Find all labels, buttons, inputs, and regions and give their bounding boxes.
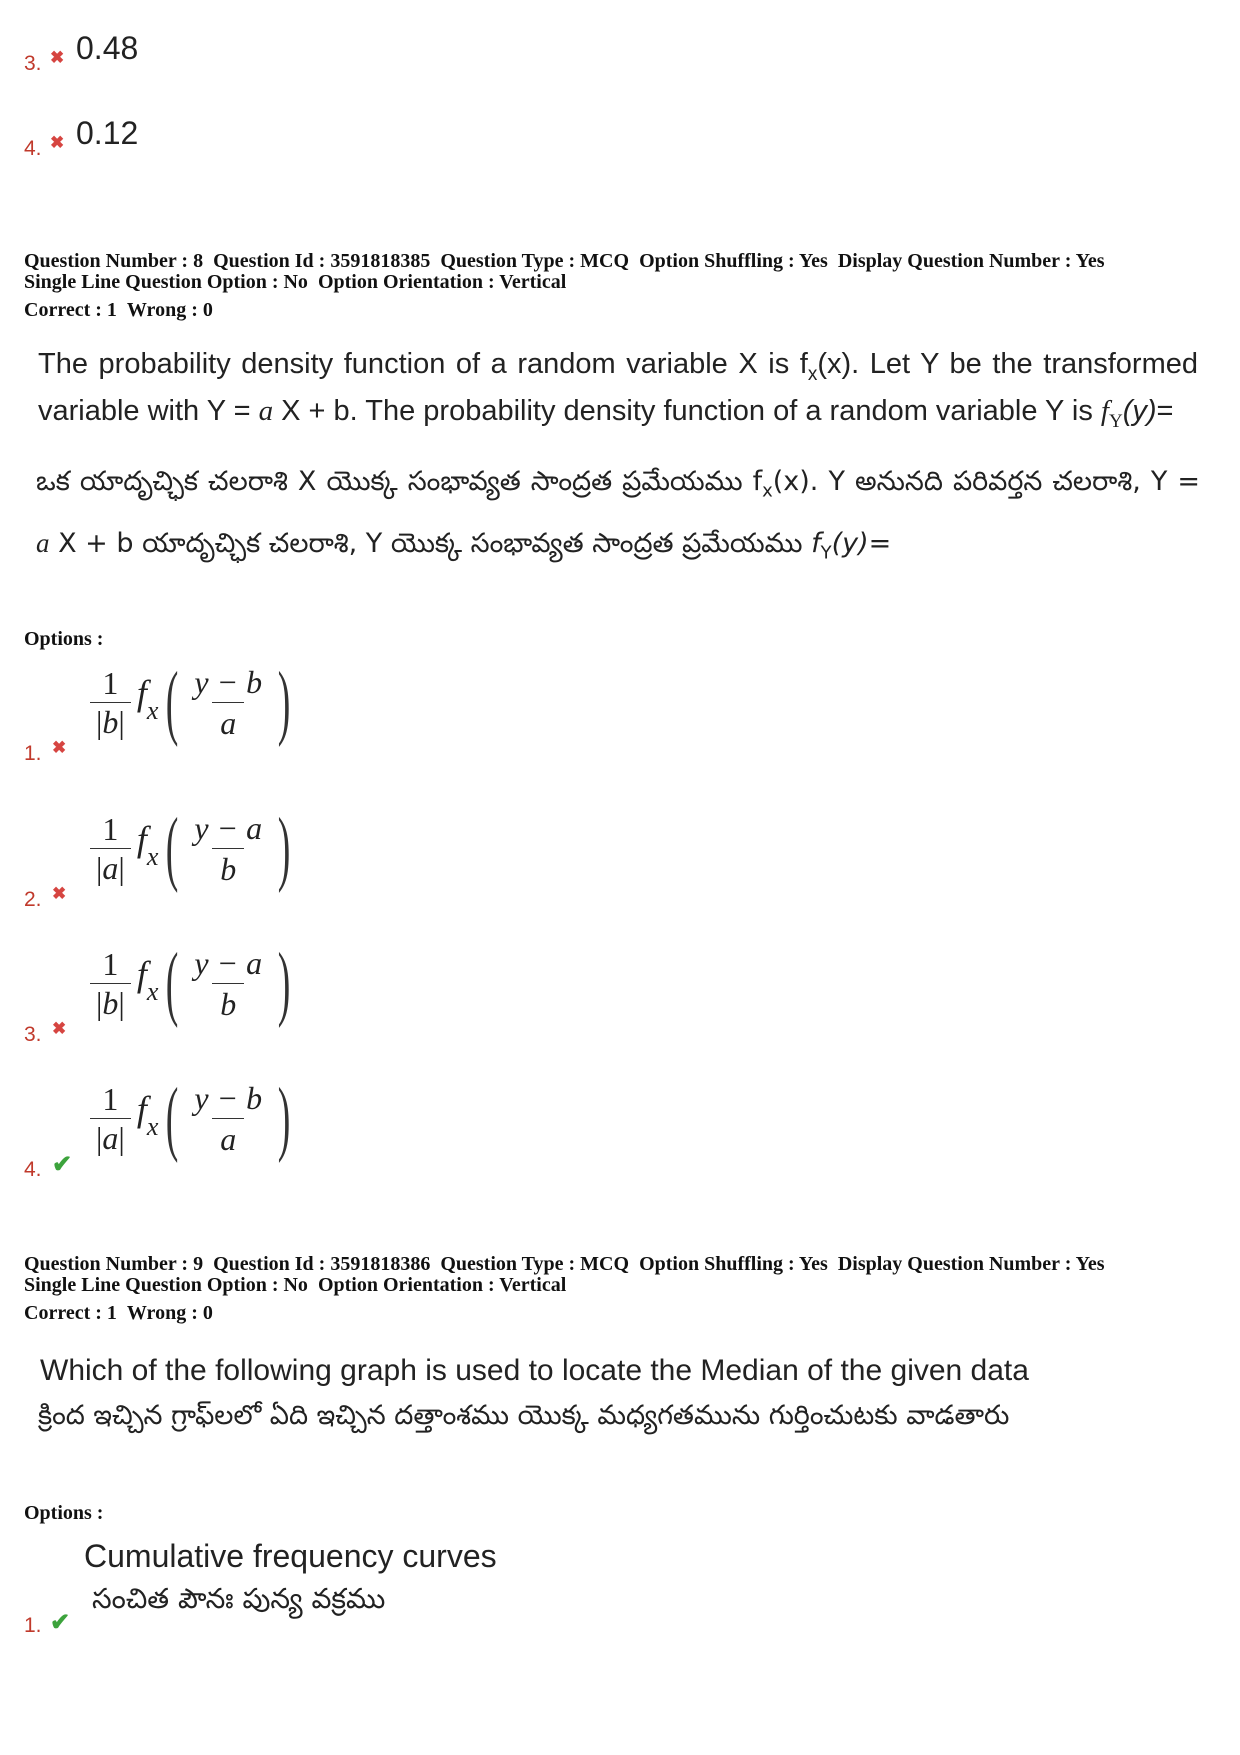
cross-icon: ✖ [50, 48, 65, 67]
meta-line-2: Single Line Question Option : No Option Orientation : Vertical [24, 271, 567, 293]
option-2 [24, 801, 424, 926]
option-text-english: Cumulative frequency curves [84, 1538, 497, 1574]
option-number: 4. [24, 1158, 42, 1181]
meta-line-3: Correct : 1 Wrong : 0 [24, 1302, 213, 1324]
question-meta [24, 250, 1115, 321]
option-4 [24, 1071, 424, 1196]
check-icon: ✔ [52, 1151, 73, 1178]
option-text: 0.12 [76, 115, 139, 151]
left-paren: ( [166, 801, 179, 894]
left-paren: ( [166, 1071, 179, 1164]
cross-icon: ✖ [52, 1019, 67, 1038]
option-1 [24, 655, 424, 780]
option-number: 3. [24, 1023, 42, 1046]
prev-option-3 [24, 30, 324, 80]
option-text: 0.48 [76, 30, 139, 66]
fraction-outer: $\frac{1}{|a|}$ [90, 1080, 131, 1157]
option-number: 2. [24, 888, 42, 911]
fraction-outer: $\frac{1}{|b|}$ [90, 945, 131, 1022]
cross-icon: ✖ [52, 738, 67, 757]
right-paren: ) [277, 801, 291, 894]
check-icon: ✔ [50, 1609, 71, 1636]
left-paren: ( [166, 936, 179, 1029]
option-number: 1. [24, 742, 42, 765]
fraction-inner: $\frac{y - a}{b}$ [194, 809, 263, 887]
option-text-telugu: సంచిత పౌనః పున్య వక్రము [92, 1582, 386, 1615]
prev-option-4 [24, 115, 324, 165]
question-text-english: The probability density function of a random variable X is $f_x(x)$. Let Y be the transformed variable with Y = a X + b. The probability density function of a random variable Y is $f_Y(y)=$ [38, 348, 1198, 432]
function-symbol: $f_x$ [136, 672, 159, 726]
question-text-telugu: క్రింద ఇచ్చిన గ్రాఫ్‌లలో ఏది ఇచ్చిన దత్తాంశము యొక్క మధ్యగతమును గుర్తించుటకు వాడతారు [38, 1400, 1010, 1431]
formula [90, 801, 298, 894]
left-paren: ( [166, 655, 179, 748]
options-label: Options : [24, 1502, 104, 1524]
formula [90, 1071, 298, 1164]
formula [90, 936, 298, 1029]
meta-line-3: Correct : 1 Wrong : 0 [24, 299, 213, 321]
function-symbol: $f_x$ [136, 953, 159, 1007]
option-number: 3. [24, 52, 42, 75]
option-number: 1. [24, 1614, 42, 1637]
function-symbol: $f_x$ [136, 818, 159, 872]
question-meta [24, 1253, 1115, 1324]
fraction-outer: $\frac{1}{|b|}$ [90, 664, 131, 741]
option-3 [24, 936, 424, 1061]
question-text-telugu: ఒక యాదృచ్ఛిక చలరాశి X యొక్క సంభావ్యత సాంద్రత ప్రమేయము $f_x(x)$. Y అనునది పరివర్తన చలరాశి, Y = a X + b యాదృచ్ఛిక చలరాశి, Y యొక్క సంభావ్యత సాంద్రత ప్రమేయము $f_Y(y)=$ [36, 466, 1200, 564]
meta-line-1: Question Number : 9 Question Id : 3591818386 Question Type : MCQ Option Shuffling : Yes Display Question Number : Yes [24, 1253, 1105, 1275]
cross-icon: ✖ [50, 133, 65, 152]
meta-line-1: Question Number : 8 Question Id : 3591818385 Question Type : MCQ Option Shuffling : Yes Display Question Number : Yes [24, 250, 1105, 272]
right-paren: ) [277, 936, 291, 1029]
fraction-inner: $\frac{y - b}{a}$ [194, 663, 263, 741]
right-paren: ) [277, 655, 291, 748]
function-symbol: $f_x$ [136, 1088, 159, 1142]
right-paren: ) [277, 1071, 291, 1164]
formula [90, 655, 298, 748]
cross-icon: ✖ [52, 884, 67, 903]
fraction-inner: $\frac{y - b}{a}$ [194, 1079, 263, 1157]
options-label: Options : [24, 628, 104, 650]
option-number: 4. [24, 137, 42, 160]
fraction-outer: $\frac{1}{|a|}$ [90, 810, 131, 887]
fraction-inner: $\frac{y - a}{b}$ [194, 944, 263, 1022]
meta-line-2: Single Line Question Option : No Option Orientation : Vertical [24, 1274, 567, 1296]
question-text-english: Which of the following graph is used to locate the Median of the given data [40, 1354, 1029, 1387]
option-1 [24, 1538, 724, 1648]
